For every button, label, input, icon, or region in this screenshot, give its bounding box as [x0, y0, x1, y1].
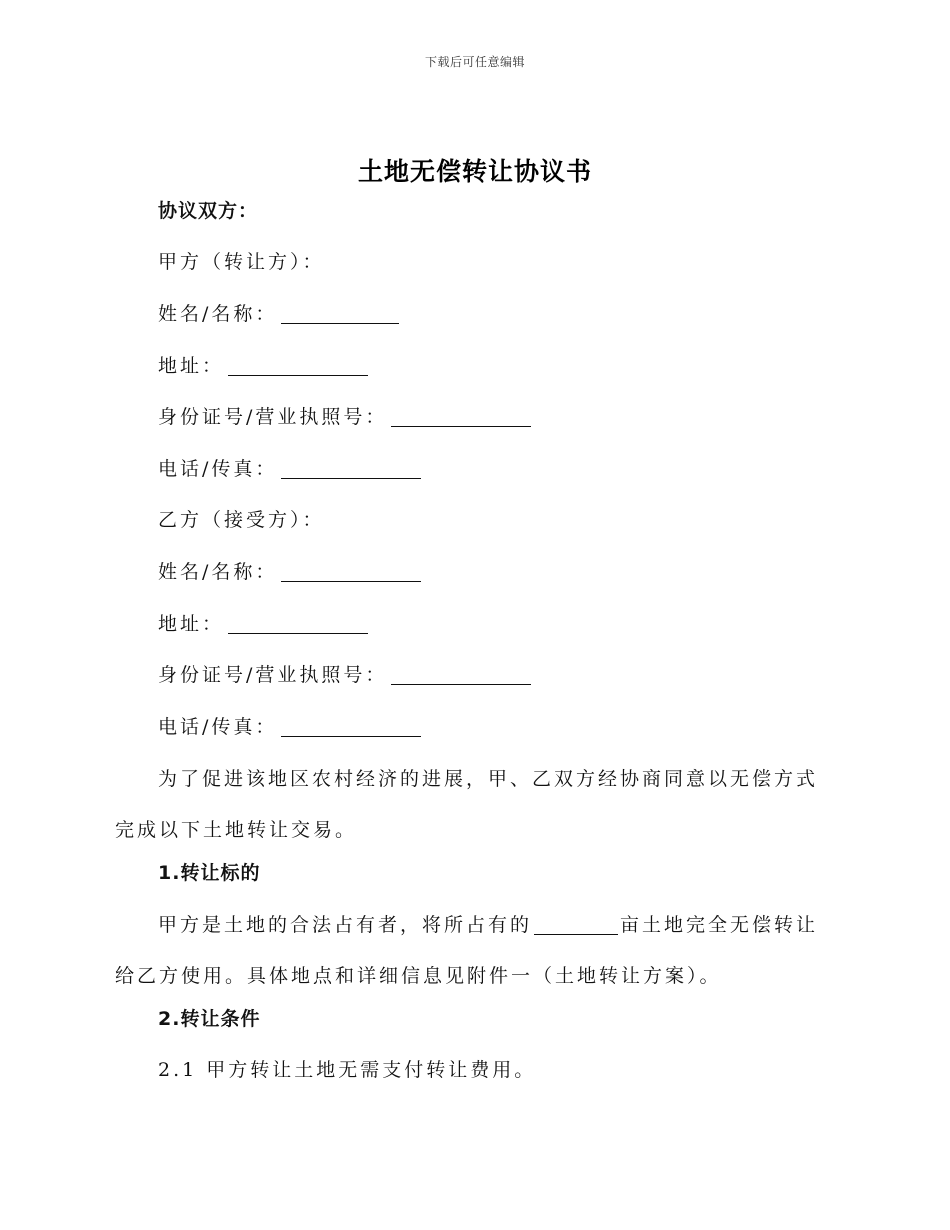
- party-b-name-blank[interactable]: [281, 561, 421, 582]
- party-b-phone-label: 电话/传真：: [158, 716, 278, 738]
- party-a-id-label: 身份证号/营业执照号：: [158, 406, 388, 428]
- section-2-item-2-1: 2.1 甲方转让土地无需支付转让费用。: [158, 1059, 537, 1081]
- party-a-address-label: 地址：: [158, 355, 225, 377]
- parties-heading: 协议双方：: [158, 200, 259, 222]
- party-b-address-label: 地址：: [158, 613, 225, 635]
- party-b-address-row: [158, 611, 368, 637]
- party-a-id-row: [158, 404, 531, 430]
- party-b-name-row: [158, 559, 421, 585]
- section-1-text-after: 亩土地完全无偿转让给乙方使用。具体地点和详细信息见附件一（土地转让方案）。: [115, 914, 819, 987]
- party-b-name-label: 姓名/名称：: [158, 561, 278, 583]
- party-a-heading: 甲方（转让方）：: [158, 251, 325, 273]
- party-a-phone-label: 电话/传真：: [158, 458, 278, 480]
- party-b-address-blank[interactable]: [228, 613, 368, 634]
- party-a-name-row: [158, 301, 399, 327]
- party-a-address-blank[interactable]: [228, 355, 368, 376]
- party-b-heading: 乙方（接受方）：: [158, 509, 325, 531]
- header-note: 下载后可任意编辑: [424, 55, 525, 69]
- intro-paragraph: 为了促进该地区农村经济的进展，甲、乙双方经协商同意以无偿方式完成以下土地转让交易。: [115, 768, 819, 841]
- land-area-blank[interactable]: [534, 914, 618, 935]
- party-b-phone-row: [158, 714, 421, 740]
- party-a-name-label: 姓名/名称：: [158, 303, 278, 325]
- section-1-text-before: 甲方是土地的合法占有者，将所占有的: [158, 914, 533, 936]
- party-a-phone-blank[interactable]: [281, 458, 421, 479]
- party-b-id-blank[interactable]: [391, 664, 531, 685]
- party-a-name-blank[interactable]: [281, 303, 399, 324]
- party-a-id-blank[interactable]: [391, 406, 531, 427]
- section-1-paragraph: [115, 900, 830, 1002]
- party-a-address-row: [158, 353, 368, 379]
- section-1-heading: 1.转让标的: [158, 862, 261, 884]
- party-a-phone-row: [158, 456, 421, 482]
- section-2-heading: 2.转让条件: [158, 1008, 261, 1030]
- party-b-phone-blank[interactable]: [281, 716, 421, 737]
- party-b-id-label: 身份证号/营业执照号：: [158, 664, 388, 686]
- document-title: 土地无偿转让协议书: [357, 157, 592, 186]
- party-b-id-row: [158, 662, 531, 688]
